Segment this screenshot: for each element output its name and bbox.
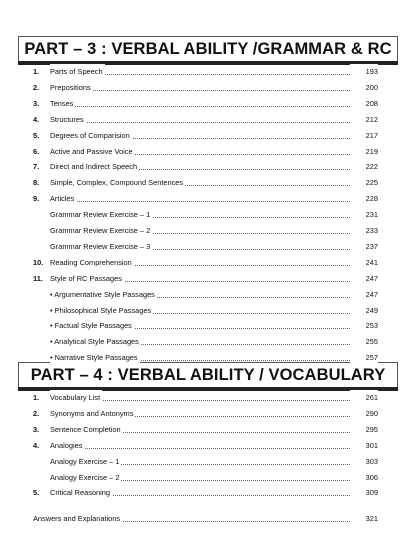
toc-entry[interactable] <box>0 287 416 303</box>
toc-entry[interactable] <box>0 470 416 486</box>
toc-entry-page: 247 <box>350 287 378 303</box>
part-3-heading: PART – 3 : VERBAL ABILITY /GRAMMAR & RC <box>18 36 398 61</box>
toc-entry-title: Prepositions <box>50 80 93 96</box>
toc-entry[interactable] <box>0 207 416 223</box>
toc-entry[interactable] <box>0 255 416 271</box>
toc-entry-page: 228 <box>350 191 378 207</box>
toc-entry[interactable] <box>0 422 416 438</box>
toc-entry-page: 247 <box>350 271 378 287</box>
toc-entry-number: 9. <box>33 194 40 204</box>
toc-entry-title: Analogy Exercise – 2 <box>50 470 121 486</box>
toc-entry-number: 5. <box>33 488 40 498</box>
toc-entry[interactable] <box>0 64 416 80</box>
toc-entry-page: 241 <box>350 255 378 271</box>
toc-entry-page: 249 <box>350 303 378 319</box>
toc-entry[interactable] <box>0 271 416 287</box>
toc-entry-number: 8. <box>33 178 40 188</box>
toc-entry[interactable] <box>0 485 416 501</box>
toc-entry-number: 11. <box>33 273 43 283</box>
toc-entry-page: 219 <box>350 144 378 160</box>
dot-leader <box>50 106 374 107</box>
toc-entry-title: Degrees of Comparision <box>50 128 132 144</box>
toc-entry-page: 208 <box>350 96 378 112</box>
toc-entry-title: Analogies <box>50 438 84 454</box>
toc-entry-title: Analogy Exercise – 1 <box>50 454 121 470</box>
toc-entry-page: 255 <box>350 334 378 350</box>
toc-entry-title: • Narrative Style Passages <box>50 350 140 366</box>
toc-entry[interactable] <box>0 239 416 255</box>
toc-entry[interactable] <box>0 159 416 175</box>
toc-entry-title: Structures <box>50 112 86 128</box>
toc-entry-page: 253 <box>350 318 378 334</box>
toc-entry-title: Answers and Explanations <box>33 511 122 527</box>
toc-entry-title: Critical Reasoning <box>50 485 112 501</box>
toc-entry[interactable] <box>0 438 416 454</box>
toc-entry-title: Grammar Review Exercise – 2 <box>50 223 152 239</box>
toc-entry-title: • Philosophical Style Passages <box>50 303 153 319</box>
part-4-heading: PART – 4 : VERBAL ABILITY / VOCABULARY <box>18 362 398 387</box>
toc-entry-number: 10. <box>33 257 44 267</box>
toc-entry[interactable] <box>0 112 416 128</box>
toc-entry-title: Vocabulary List <box>50 390 102 406</box>
toc-entry-number: 3. <box>33 98 40 108</box>
toc-entry-number: 3. <box>33 424 40 434</box>
toc-entry-page: 217 <box>350 128 378 144</box>
dot-leader <box>50 201 374 202</box>
toc-entry-page: 309 <box>350 485 378 501</box>
dot-leader <box>50 448 374 449</box>
toc-entry-page: 222 <box>350 159 378 175</box>
toc-entry-page: 257 <box>350 350 378 366</box>
toc-entry-number: 1. <box>33 67 40 76</box>
dot-leader <box>50 90 374 91</box>
toc-entry-number: 5. <box>33 130 40 140</box>
toc-entry-title: Synonyms and Antonyms <box>50 406 135 422</box>
toc-entry-title: Active and Passive Voice <box>50 144 135 160</box>
toc-entry-page: 237 <box>350 239 378 255</box>
answers-entry[interactable] <box>0 511 416 527</box>
toc-entry-title: • Analytical Style Passages <box>50 334 141 350</box>
toc-entry[interactable] <box>0 223 416 239</box>
toc-entry-title: Style of RC Passages <box>50 271 124 287</box>
toc-entry-number: 4. <box>33 440 40 450</box>
toc-entry[interactable] <box>0 406 416 422</box>
dot-leader <box>50 122 374 123</box>
toc-entry-page: 301 <box>350 438 378 454</box>
toc-entry-title: Parts of Speech <box>50 64 105 80</box>
toc-entry-number: 2. <box>33 82 40 92</box>
toc-entry[interactable] <box>0 390 416 406</box>
toc-entry-page: 200 <box>350 80 378 96</box>
toc-entry-number: 6. <box>33 146 40 156</box>
toc-entry-page: 231 <box>350 207 378 223</box>
toc-entry-page: 212 <box>350 112 378 128</box>
toc-entry-title: Reading Comprehension <box>50 255 134 271</box>
toc-entry[interactable] <box>0 175 416 191</box>
toc-entry-title: Grammar Review Exercise – 3 <box>50 239 152 255</box>
toc-entry-title: Tenses <box>50 96 75 112</box>
toc-entry-title: Sentence Completion <box>50 422 123 438</box>
toc-entry-title: Direct and Indirect Speech <box>50 159 139 175</box>
toc-entry-number: 7. <box>33 162 40 172</box>
toc-entry-title: Simple, Complex, Compound Sentences <box>50 175 185 191</box>
toc-entry-title: Articles <box>50 191 76 207</box>
toc-entry-number: 2. <box>33 408 40 418</box>
toc-entry-page: 225 <box>350 175 378 191</box>
toc-entry-number: 4. <box>33 114 40 124</box>
toc-entry-title: • Argumentative Style Passages <box>50 287 157 303</box>
toc-entry-page: 290 <box>350 406 378 422</box>
toc-entry[interactable] <box>0 334 416 350</box>
toc-entry-page: 321 <box>350 511 378 527</box>
toc-entry[interactable] <box>0 318 416 334</box>
toc-entry-title: • Factual Style Passages <box>50 318 134 334</box>
toc-entry[interactable] <box>0 144 416 160</box>
toc-entry-page: 295 <box>350 422 378 438</box>
toc-entry[interactable] <box>0 454 416 470</box>
toc-entry-page: 306 <box>350 470 378 486</box>
toc-entry-number: 1. <box>33 393 40 402</box>
toc-entry[interactable] <box>0 128 416 144</box>
toc-entry[interactable] <box>0 96 416 112</box>
toc-entry[interactable] <box>0 191 416 207</box>
toc-entry-page: 233 <box>350 223 378 239</box>
toc-entry[interactable] <box>0 303 416 319</box>
toc-entry-page: 193 <box>350 64 378 80</box>
toc-entry-page: 303 <box>350 454 378 470</box>
toc-entry-page: 261 <box>350 390 378 406</box>
toc-entry[interactable] <box>0 80 416 96</box>
toc-entry-title: Grammar Review Exercise – 1 <box>50 207 152 223</box>
